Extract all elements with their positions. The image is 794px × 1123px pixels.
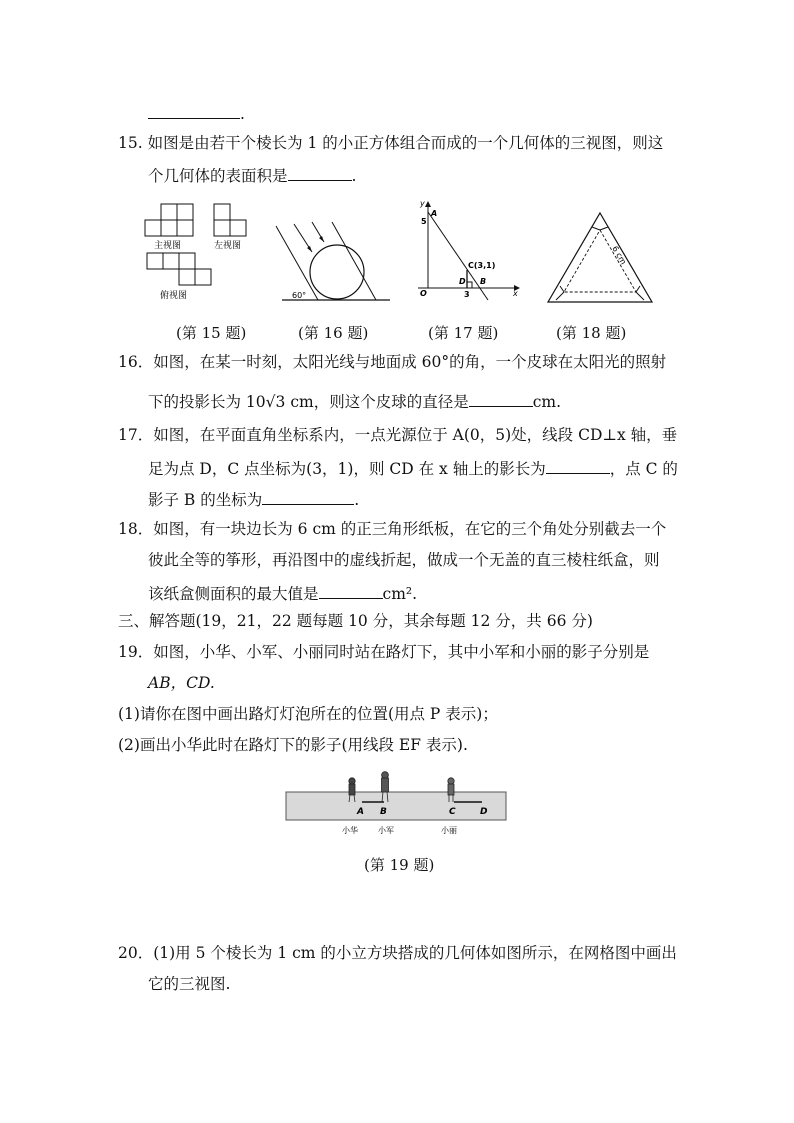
side-length-label: 6 cm (610, 244, 628, 267)
q18-unit: cm². (382, 585, 418, 603)
q15-period: . (351, 167, 357, 185)
point-d-label: D (459, 277, 466, 286)
point-c-label: C(3,1) (468, 261, 496, 270)
q17-text-mid: ，点 C 的 (609, 460, 678, 478)
point-a-label: A (431, 209, 438, 218)
origin-label: O (420, 289, 427, 298)
figure-19-street-lamp (284, 766, 508, 840)
q19-line-1: 19．如图，小华、小军、小丽同时站在路灯下，其中小军和小丽的影子分别是 (118, 643, 650, 661)
q17-line-3 (148, 490, 359, 509)
q16-line-1: 16．如图，在某一时刻，太阳光线与地面成 60°的角，一个皮球在太阳光的照射 (118, 353, 667, 371)
q17-answer-blank-1[interactable] (546, 459, 610, 474)
label-xiaojun: 小军 (378, 826, 394, 835)
figure-17-caption: (第 17 题) (428, 324, 499, 342)
q18-line-2: 彼此全等的筝形，再沿图中的虚线折起，做成一个无盖的直三棱柱纸盒，则 (148, 551, 660, 569)
point-d-label: D (480, 807, 488, 817)
q17-text-2: 影子 B 的坐标为 (148, 491, 263, 509)
right-angle-mark (467, 282, 472, 288)
q15-line-2 (148, 166, 356, 185)
figure-16-caption: (第 16 题) (298, 324, 369, 342)
outer-triangle (548, 213, 652, 302)
figure-17-coordinate-plane (410, 198, 525, 303)
ball (310, 245, 364, 299)
q18-line-3 (148, 584, 417, 603)
q17-answer-blank-2[interactable] (262, 490, 354, 505)
figure-16-ball-shadow (272, 212, 397, 307)
angle-label: 60° (292, 291, 307, 300)
road (286, 792, 506, 820)
figure-19-caption: (第 19 题) (364, 856, 435, 874)
q15-answer-blank[interactable] (288, 166, 352, 181)
figure-18-triangle-box (542, 208, 660, 308)
q19-part-2: (2)画出小华此时在路灯下的影子(用线段 EF 表示). (118, 736, 468, 754)
q18-text: 该纸盒侧面积的最大值是 (148, 585, 319, 603)
q16-answer-blank[interactable] (469, 392, 533, 407)
point-a-label: A (357, 807, 364, 817)
q20-line-2: 它的三视图. (148, 975, 231, 993)
q17-line-2 (148, 459, 678, 478)
y-label: y (420, 199, 425, 208)
front-view-label: 主视图 (154, 241, 182, 251)
label-xiaoli: 小丽 (441, 826, 457, 835)
figure-15-three-views (140, 200, 260, 305)
point-c-label: C (449, 807, 456, 817)
previous-answer-line (148, 104, 245, 123)
q20-line-1: 20．(1)用 5 个棱长为 1 cm 的小立方块搭成的几何体如图所示，在网格图中画出 (118, 944, 677, 962)
point-b-label: B (480, 277, 487, 286)
x-label: x (513, 289, 518, 298)
light-ray (428, 212, 488, 300)
q16-line-2 (148, 392, 561, 411)
label-xiaohua: 小华 (342, 826, 358, 835)
q18-answer-blank[interactable] (319, 584, 383, 599)
period: . (240, 105, 245, 123)
figure-15-caption: (第 15 题) (176, 324, 247, 342)
tick-3: 3 (464, 290, 470, 299)
q15-line-1: 15. 如图是由若干个棱长为 1 的小正方体组合而成的一个几何体的三视图，则这 (118, 134, 664, 152)
answer-blank[interactable] (148, 104, 240, 119)
cut-lines (556, 227, 644, 300)
figure-18-caption: (第 18 题) (556, 324, 627, 342)
point-b-label: B (380, 807, 387, 817)
section-3-heading: 三、解答题(19，21，22 题每题 10 分，其余每题 12 分，共 66 分) (118, 612, 593, 630)
q16-text: 下的投影长为 10√3 cm，则这个皮球的直径是 (148, 393, 469, 411)
q17-period: . (354, 491, 360, 509)
q18-line-1: 18．如图，有一块边长为 6 cm 的正三角形纸板，在它的三个角处分别截去一个 (118, 520, 667, 538)
tick-5: 5 (421, 217, 427, 226)
q19-part-1: (1)请你在图中画出路灯灯泡所在的位置(用点 P 表示)； (118, 705, 498, 723)
q17-line-1: 17．如图，在平面直角坐标系内，一点光源位于 A(0，5)处，线段 CD⊥x 轴，垂 (118, 426, 678, 444)
q16-unit: cm. (532, 393, 562, 411)
q17-text: 足为点 D，C 点坐标为(3，1)，则 CD 在 x 轴上的影长为 (148, 460, 546, 478)
q15-text: 个几何体的表面积是 (148, 167, 288, 185)
left-view-label: 左视图 (214, 241, 242, 251)
q19-line-2: AB，CD. (148, 674, 215, 692)
top-view-label: 俯视图 (160, 291, 188, 301)
